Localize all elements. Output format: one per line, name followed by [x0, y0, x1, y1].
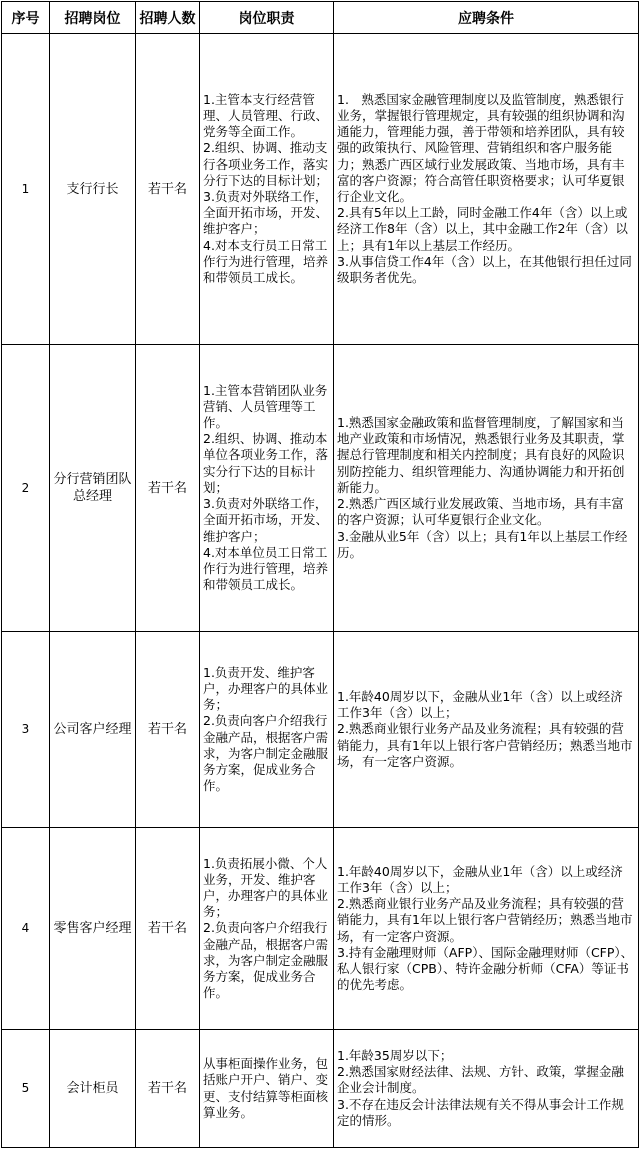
row-requirements — [334, 345, 639, 632]
duty-item: 2.组织、协调、推动支行各项业务工作，落实分行下达的目标计划； — [203, 140, 329, 188]
row-duties — [200, 345, 334, 632]
requirement-item: 1. 熟悉国家金融管理制度以及监管制度，熟悉银行业务，掌握银行管理规定，具有较强的组织协调和沟通能力，管理能力强，善于带领和培养团队，具有较强的政策执行、风险管理、营销组织和客户服务能力；熟悉广西区域行业发展政策、当地市场，具有丰富的客户资源；符合高管任职资格要求；认可华夏银行企业文化。 — [337, 91, 625, 204]
duty-item: 2.负责向客户介绍我行金融产品，根据客户需求，为客户制定金融服务方案，促成业务合作。 — [203, 920, 329, 1001]
row-duties — [200, 34, 334, 345]
row-requirements — [334, 34, 639, 345]
header-index: 序号 — [2, 2, 50, 34]
row-position: 分行营销团队总经理 — [50, 345, 136, 632]
table-row — [2, 632, 639, 828]
duty-item: 4.对本支行员工日常工作行为进行管理，培养和带领员工成长。 — [203, 237, 329, 286]
requirement-item: 1.年龄40周岁以下，金融从业1年（含）以上或经济工作3年（含）以上； — [337, 688, 623, 721]
requirement-item: 2.熟悉广西区域行业发展政策、当地市场，具有丰富的客户资源；认可华夏银行企业文化。 — [337, 496, 624, 528]
requirement-item: 3.不存在违反会计法律法规有关不得从事会计工作规定的情形。 — [337, 1096, 624, 1128]
row-count: 若干名 — [136, 1030, 200, 1148]
table-row — [2, 828, 639, 1030]
table-row — [2, 1030, 639, 1148]
requirement-item: 2.熟悉国家财经法律、法规、方针、政策，掌握金融企业会计制度。 — [337, 1064, 624, 1096]
row-position: 零售客户经理 — [50, 828, 136, 1030]
duty-item: 3.负责对外联络工作，全面开拓市场，开发、维护客户； — [203, 496, 329, 544]
header-duties: 岗位职责 — [200, 2, 334, 34]
recruitment-table — [1, 1, 639, 1148]
row-requirements — [334, 1030, 639, 1148]
row-count: 若干名 — [136, 345, 200, 632]
table-row — [2, 345, 639, 632]
row-index: 3 — [2, 632, 50, 828]
duty-item: 1.主管本营销团队业务营销、人员管理等工作。 — [203, 382, 328, 431]
row-duties — [200, 1030, 334, 1148]
row-position: 支行行长 — [50, 34, 136, 345]
header-row — [2, 2, 639, 34]
duty-item: 3.负责对外联络工作，全面开拓市场，开发、维护客户； — [203, 189, 329, 237]
row-index: 4 — [2, 828, 50, 1030]
requirement-item: 2.具有5年以上工龄，同时金融工作4年（含）以上或经济工作8年（含）以上，其中金融工作2年（含）以上；具有1年以上基层工作经历。 — [337, 205, 628, 253]
row-count: 若干名 — [136, 34, 200, 345]
header-count: 招聘人数 — [136, 2, 200, 34]
row-duties — [200, 632, 334, 828]
row-requirements — [334, 828, 639, 1030]
duty-item: 2.组织、协调、推动本单位各项业务工作，落实分行下达的目标计划； — [203, 431, 329, 495]
duty-item: 1.负责开发、维护客户，办理客户的具体业务； — [203, 664, 329, 713]
row-index: 1 — [2, 34, 50, 345]
row-count: 若干名 — [136, 828, 200, 1030]
duty-item: 2.负责向客户介绍我行金融产品，根据客户需求，为客户制定金融服务方案，促成业务合作。 — [203, 713, 329, 794]
table-row — [2, 34, 639, 345]
requirement-item: 1.年龄35周岁以下； — [337, 1047, 453, 1063]
duty-item: 4.对本单位员工日常工作行为进行管理，培养和带领员工成长。 — [203, 544, 329, 593]
row-count: 若干名 — [136, 632, 200, 828]
row-index: 2 — [2, 345, 50, 632]
requirement-item: 2.熟悉商业银行业务产品及业务流程；具有较强的营销能力，具有1年以上银行客户营销经历；熟悉当地市场，有一定客户资源。 — [337, 721, 633, 769]
duty-item: 1.负责拓展小微、个人业务，开发、维护客户，办理客户的具体业务； — [203, 855, 329, 920]
requirement-item: 3.持有金融理财师（AFP）、国际金融理财师（CFP）、私人银行家（CPB）、特许金融分析师（CFA）等证书的优先考虑。 — [337, 944, 634, 993]
row-position: 公司客户经理 — [50, 632, 136, 828]
requirement-item: 1.熟悉国家金融政策和监督管理制度，了解国家和当地产业政策和市场情况，熟悉银行业务及其职责，掌握总行管理制度和相关内控制度；具有良好的风险识别防控能力、组织管理能力、沟通协调能力和开拓创新能力。 — [337, 415, 625, 495]
requirement-item: 1.年龄40周岁以下，金融从业1年（含）以上或经济工作3年（含）以上； — [337, 863, 623, 895]
header-requirements: 应聘条件 — [334, 2, 639, 34]
duty-item: 从事柜面操作业务，包括账户开户、销户、变更、支付结算等柜面核算业务。 — [203, 1056, 329, 1120]
requirement-item: 3.金融从业5年（含）以上；具有1年以上基层工作经历。 — [337, 528, 628, 560]
requirement-item: 3.从事信贷工作4年（含）以上，在其他银行担任过同级职务者优先。 — [337, 253, 632, 286]
header-position: 招聘岗位 — [50, 2, 136, 34]
row-requirements — [334, 632, 639, 828]
duty-item: 1.主管本支行经营管理、人员管理、行政、党务等全面工作。 — [203, 91, 329, 140]
row-duties — [200, 828, 334, 1030]
requirement-item: 2.熟悉商业银行业务产品及业务流程；具有较强的营销能力，具有1年以上银行客户营销经历；熟悉当地市场，有一定客户资源。 — [337, 896, 633, 944]
row-position: 会计柜员 — [50, 1030, 136, 1148]
row-index: 5 — [2, 1030, 50, 1148]
